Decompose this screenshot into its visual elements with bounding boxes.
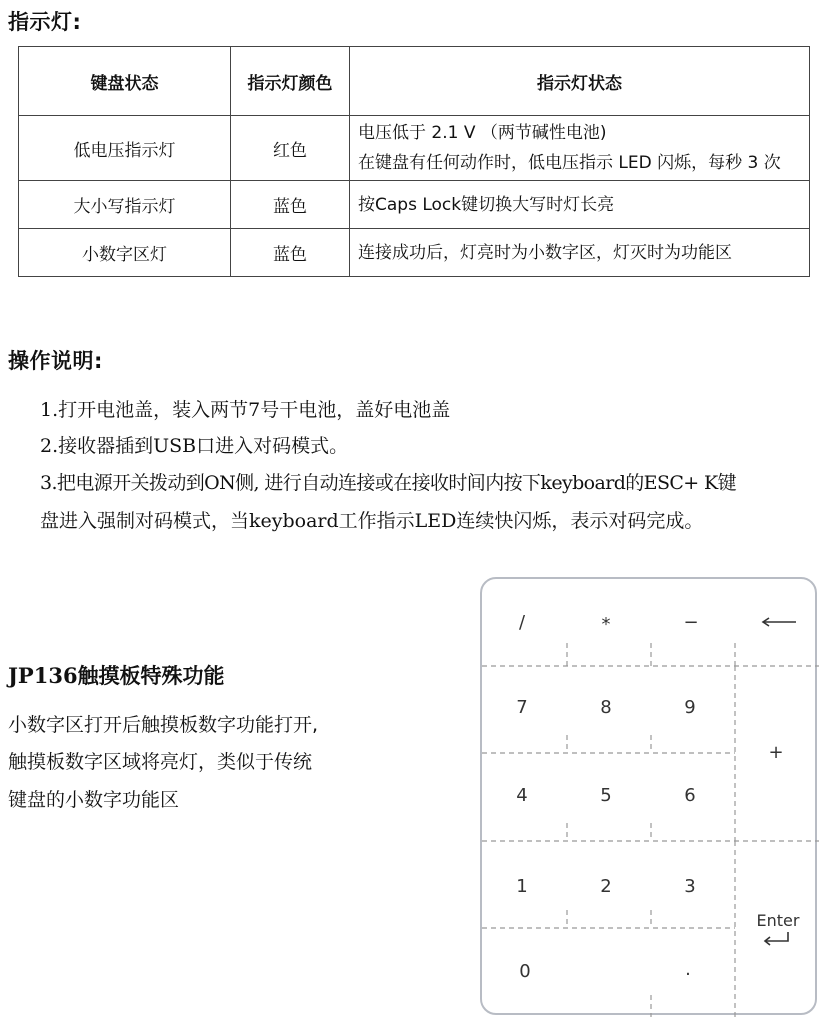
touchpad-feature-title: JP136触摸板特殊功能 <box>8 663 225 688</box>
key-enter[interactable]: Enter <box>756 911 800 930</box>
instruction-line: 2.接收器插到USB口进入对码模式。 <box>40 435 349 457</box>
instruction-line: 盘进入强制对码模式，当keyboard工作指示LED连续快闪烁，表示对码完成。 <box>40 510 704 532</box>
cell-status: 连接成功后，灯亮时为小数字区，灯灭时为功能区 <box>350 229 810 277</box>
header-keyboard-state: 键盘状态 <box>19 47 231 116</box>
cell-status: 按Caps Lock键切换大写时灯长亮 <box>350 181 810 229</box>
cell-color: 蓝色 <box>231 181 350 229</box>
feature-description-line: 键盘的小数字功能区 <box>8 789 180 811</box>
key-7[interactable]: 7 <box>516 697 528 718</box>
cell-color: 红色 <box>231 116 350 181</box>
key-5[interactable]: 5 <box>600 785 612 806</box>
header-indicator-status: 指示灯状态 <box>350 47 810 116</box>
table-header-row <box>19 47 810 116</box>
table-row <box>19 116 810 181</box>
indicator-section-title: 指示灯: <box>8 10 82 34</box>
instruction-line: 1.打开电池盖，装入两节7号干电池，盖好电池盖 <box>40 399 451 421</box>
key-plus[interactable]: + <box>768 742 784 763</box>
key-slash[interactable]: / <box>518 612 526 633</box>
cell-state: 大小写指示灯 <box>19 181 231 229</box>
feature-description-line: 小数字区打开后触摸板数字功能打开, <box>8 714 319 736</box>
status-line: 电压低于 2.1 V （两节碱性电池) <box>358 123 607 143</box>
table-row <box>19 229 810 277</box>
key-3[interactable]: 3 <box>684 876 696 897</box>
key-dot[interactable]: . <box>685 959 691 980</box>
indicator-table <box>18 46 810 277</box>
cell-state: 小数字区灯 <box>19 229 231 277</box>
table-row <box>19 181 810 229</box>
key-6[interactable]: 6 <box>684 785 696 806</box>
cell-state: 低电压指示灯 <box>19 116 231 181</box>
numeric-touchpad[interactable] <box>480 577 817 1015</box>
key-4[interactable]: 4 <box>516 785 528 806</box>
cell-color: 蓝色 <box>231 229 350 277</box>
key-1[interactable]: 1 <box>516 876 528 897</box>
instruction-line: 3.把电源开关拨动到ON侧, 进行自动连接或在接收时间内按下keyboard的ESC+ K键 <box>40 472 737 494</box>
feature-description-line: 触摸板数字区域将亮灯，类似于传统 <box>8 751 313 773</box>
header-indicator-color: 指示灯颜色 <box>231 47 350 116</box>
key-9[interactable]: 9 <box>684 697 696 718</box>
key-8[interactable]: 8 <box>600 697 612 718</box>
status-line: 在键盘有任何动作时，低电压指示 LED 闪烁，每秒 3 次 <box>358 153 781 173</box>
key-asterisk[interactable]: * <box>601 614 611 635</box>
key-minus[interactable]: − <box>683 612 699 633</box>
key-0[interactable]: 0 <box>519 961 531 982</box>
instructions-section-title: 操作说明: <box>8 349 103 373</box>
key-2[interactable]: 2 <box>600 876 612 897</box>
cell-status <box>350 116 810 181</box>
